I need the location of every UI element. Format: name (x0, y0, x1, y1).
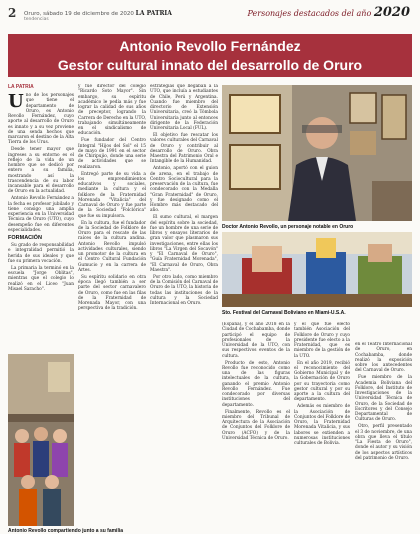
paragraph: Desde tener mayor que ingreses a su entorno es el reflejo de la vida de un hombre que se dedicó por entero a su familia, mostrando así la trascendencia de su labor incansable para el desarrollo de Oruro en la actualidad. (8, 147, 74, 195)
subheading: FORMACIÓN (8, 235, 42, 242)
paragraph: Finalmente, Revollo es el miembro del Tribunal de Arquitectura de la Asociación de Conjuntos del Folklore de Oruro (ACFO) y de la Universidad Técnica de Oruro. (222, 409, 290, 441)
paragraph: Antonio, aportó con el guion de arena, en el trabajo de Centro Sociocultural para la preservación de la cultura, fue condecorado con la Medalla "Gran Fraternidad" de Oruro, y fue designado como el Hombre más destacado del año. (150, 166, 218, 214)
paragraph: Fue miembro de la Academia Boliviana del Folklore, del Instituto de Investigaciones de la Universidad Técnica de Oruro, de la Sociedad de Escritores y del Consejo Departamental de Culturas de Oruro. (355, 375, 412, 423)
paragraph: Antonio Revollo Fernández a la fecha es profesor jubilado y tiene consigo una amplia experiencia en la Universidad Técnica de Oruro (UTO), cuyo desempeño fue en diferentes especialidades. (8, 196, 74, 233)
article-column-3 (150, 84, 218, 531)
paragraph: Otro, perfil presentado el 3 de noviembre, de una obra que lleva el título "La Fiesta de Oruro", donde el autor y su visión de los aspectos artísticos del patrimonio de Oruro. (355, 424, 412, 461)
paragraph: Su grado de responsabilidad e integralidad permitió la herida de sus ideales y que fue su primera vocación. (8, 243, 74, 264)
series-year: 2020 (373, 5, 410, 20)
headline-banner (8, 34, 412, 77)
paragraph: El objetivo fue rescatar los valores culturales del Carnaval de Oruro y contribuir al desarrollo de Oruro. Obra Maestra del Patrimonio Oral e Intangible de la Humanidad. (150, 133, 218, 165)
series-title: Personajes destacados del año (247, 9, 372, 18)
photo-caption: Antonio Revollo compartiendo junto a su familia (8, 528, 124, 534)
paragraph: En la cultura, fue el fundador de la Sociedad de Folklore de Oruro para el rescate de las raíces de la cultura andina. Antonio Revollo impulsó actividades culturales, siendo un promotor de la cultura en el Centro Cultural Fundación Gumucio y en la carrera de Artes. (78, 220, 146, 273)
paragraph: Por otro lado, como miembro de la Comisión del Carnaval de Oruro de la UTO, la historia de todas las instituciones de la cultura y la Sociedad Internacional en Oruro. (150, 274, 218, 307)
paragraph: En el año 2019, recibió el reconocimiento del Gobierno Municipal y de la Gobernación de Oruro por su trayectoria como gestor cultural y por su aporte a la cultura del departamento. (294, 360, 350, 403)
paragraph: Su espíritu solidario en otra época llegó también a ser parte del sector carnavalero de Oruro, como fue en las filas de la Fraternidad de Morenada Mayor, con una perspectiva de la tradición. (78, 274, 146, 312)
paragraph: no de los personajes que tiene el departamento de Oruro, es Antonio Revollo Fernández, cuyo aporte al desarrollo de Oruro es innato y a su vez proviene de una senda hechos que marcaron el destino de la Alta Tierra de los Urus. (8, 93, 74, 146)
article-column-5 (294, 322, 350, 530)
series-header (248, 5, 411, 20)
section-label: tendencias (24, 17, 49, 22)
paragraph: (España), y el año 2018 en la Ciudad de Cochabamba, donde participó el equipo de profesionales de la Universidad de la UTO, con sus respectivos eventos de la cultura. (222, 322, 290, 359)
photo-caption: Sto. Festival del Carnaval Boliviano en Miami-U.S.A. (222, 310, 346, 316)
photo-caption: Doctor Antonio Revollo, un personaje notable en Oruro (222, 224, 354, 230)
portrait-photo-icon (222, 85, 412, 221)
family-photo-icon (8, 354, 74, 526)
paragraph: Producto de esto, Antonio Revollo fue reconocido como una de las figuras intelectuales de la cultura, ganando el premio Antonio Revollo Fernández. Fue condecorado por diversas instituciones del departamento. (222, 360, 290, 408)
article-column-6 (355, 342, 412, 530)
saints-photo-icon (222, 232, 412, 307)
saints-photo (222, 232, 412, 307)
paragraph: Entregó parte de su vida a los emprendimientos educativos y sociales, mediante la cultura y el folklore de la Fraternidad Morenada "Vitalicia" del Carnaval de Oruro y fue parte de la Sociedad "Folclórica" que fue su impulsora. (78, 171, 146, 219)
paragraph: estrategias que llegaban a la UTO, que incluía a estudiantes de Chile, Perú y Argentina. Cuando fue miembro del directorio de Extensión Universitaria, creó la Tómbola Universitaria junto al entonces dirigente de la Federación Universitaria Local (FUL). (150, 84, 218, 131)
newspaper-name: LA PATRIA (135, 10, 172, 17)
subheadline: Gestor cultural innato del desarrollo de Oruro (57, 57, 363, 73)
article-column-4 (222, 322, 290, 530)
paragraph: Fue fundador del Centro Integral "Hijos del Sol" el 15 de mayo de 1991 en el sector de Chiripujio, donde una serie de actividades que se realizaron. (78, 138, 146, 170)
article-column-2 (78, 84, 146, 534)
paragraph: en el Teatro Internacional de Oruro, en Cochabamba, donde realizó la exposición sobre los antecedentes del Carnaval de Oruro. (355, 342, 412, 374)
byline: LA PATRIA (8, 84, 34, 90)
paragraph: El sumo cultural, el margen del espíritu sobre la sociedad, fue un hombre de una serie de libros y ensayos literarios de gran valor que plasmaron sus investigaciones, entre ellas los libros "La Virgen del Socavón" y "El Carnaval de Oruro", "Guía Fraternidad Morenada", "El Carnaval de Oruro, Obra Maestra". (150, 215, 218, 273)
dateline (24, 10, 172, 17)
portrait-photo (222, 85, 412, 221)
paragraph: La primaria la terminó en la escuela "Jorge Oblitas", mientras que el colegio lo realizó en el Liceo "Juan Misael Saracho". (8, 265, 74, 292)
family-photo (8, 354, 74, 526)
article-column-1 (8, 84, 74, 350)
paragraph: y el que fue electo también Asociación del Folklore de Oruro y cuyo presidente fue electo a la Fraternidad, que es miembro de la gestión de la UTO. (294, 322, 350, 359)
drop-cap: U (8, 91, 24, 112)
page-number: 2 (8, 6, 17, 20)
headline: Antonio Revollo Fernández (119, 38, 301, 54)
date-text: Oruro, sábado 19 de diciembre de 2020 (24, 11, 134, 17)
paragraph: y fue director del colegio "Ricardo Soto Mayor". Sin embargo, su espíritu académico le pedía más y fue lograr la calidad de sus años de preceptor, logrando la Carrera de Derecho en la UTO, trabajando simultáneamente en el sindicalismo de educación. (78, 84, 146, 137)
paragraph: Además es miembro de la Asociación de Conjuntos del Folklore de Oruro, la Fraternidad Morenada Vitalicia, y sus labores se extienden a numerosas instituciones culturales de Bolivia. (294, 404, 350, 447)
